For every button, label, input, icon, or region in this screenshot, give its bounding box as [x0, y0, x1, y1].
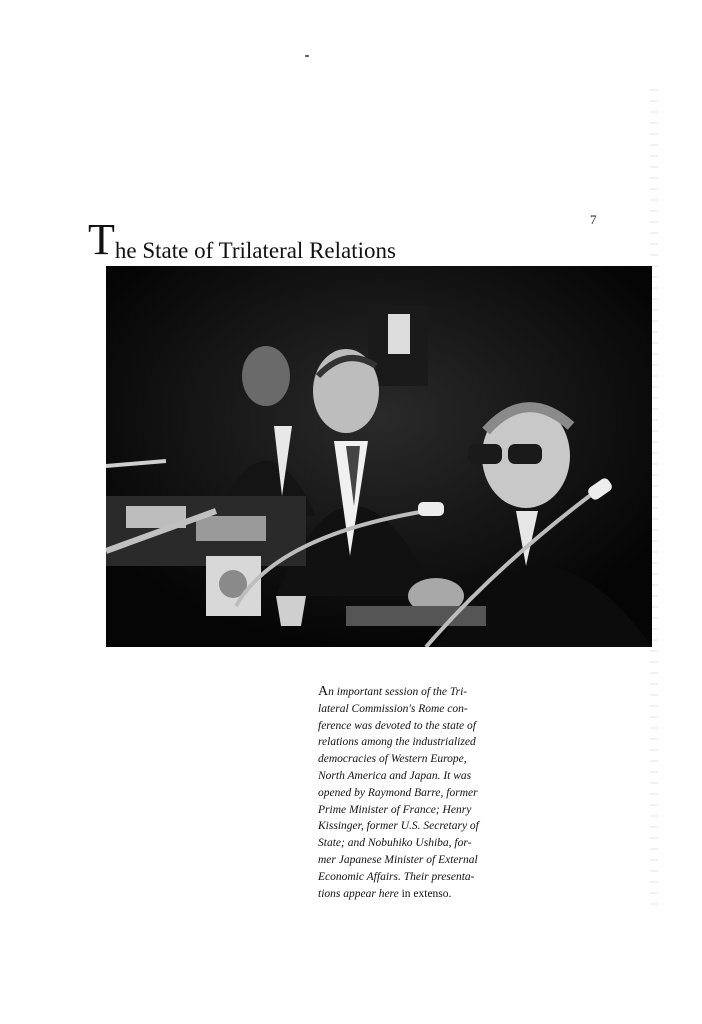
photo-caption: [318, 684, 508, 902]
caption-roman-tail: in extenso.: [398, 887, 452, 900]
caption-line: ference was devoted to the state of: [318, 719, 476, 732]
caption-line: North America and Japan. It was: [318, 769, 472, 782]
photo-illustration: [106, 266, 652, 647]
page-number: 7: [590, 212, 597, 227]
press-conference-photo: [106, 266, 652, 647]
caption-line: Kissinger, former U.S. Secretary of: [318, 820, 479, 833]
caption-line: opened by Raymond Barre, former: [318, 786, 478, 799]
caption-line: democracies of Western Europe,: [318, 753, 467, 766]
title-dropcap: T: [88, 215, 115, 264]
caption-line: Economic Affairs. Their presenta-: [318, 870, 475, 883]
caption-line: mer Japanese Minister of External: [318, 853, 478, 866]
caption-line: relations among the industrialized: [318, 736, 476, 749]
caption-line: tions appear here: [318, 887, 399, 900]
caption-lead-letter: A: [318, 684, 329, 699]
caption-line: n important session of the Tri-: [328, 686, 468, 698]
page-title: [88, 215, 396, 264]
standing-figure: [368, 306, 428, 386]
title-text: he State of Trilateral Relations: [114, 238, 396, 263]
caption-line: State; and Nobuhiko Ushiba, for-: [318, 837, 472, 850]
caption-line: Prime Minister of France; Henry: [318, 803, 472, 816]
caption-line: lateral Commission's Rome con-: [318, 702, 468, 715]
scan-speck: [305, 55, 309, 57]
